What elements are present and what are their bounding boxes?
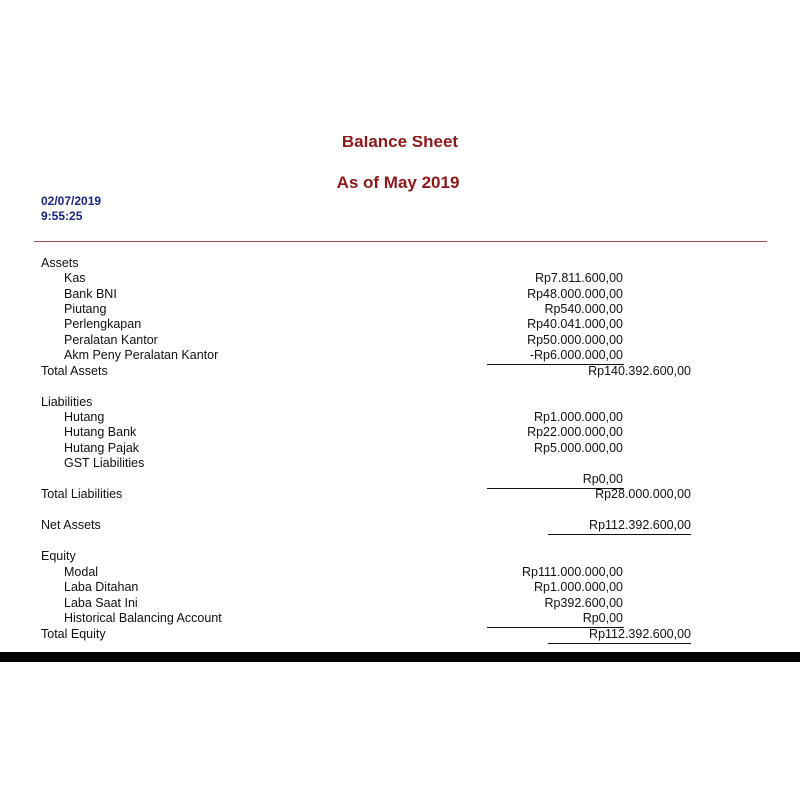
liability-amount: Rp5.000.000,00 <box>534 441 623 455</box>
asset-label: Kas <box>64 271 86 285</box>
asset-label: Perlengkapan <box>64 317 142 331</box>
total-equity-rule <box>548 643 691 644</box>
liability-label: Hutang <box>64 410 105 424</box>
bottom-border <box>0 652 800 662</box>
equity-amount: Rp111.000.000,00 <box>521 565 623 579</box>
total-liabilities-label: Total Liabilities <box>41 487 123 501</box>
liability-amount: Rp22.000.000,00 <box>527 425 623 439</box>
total-equity-label: Total Equity <box>41 627 106 641</box>
asset-amount: Rp540.000,00 <box>544 302 623 316</box>
net-assets-rule <box>548 534 691 535</box>
equity-amount: Rp392.600,00 <box>544 596 623 610</box>
equity-label: Laba Ditahan <box>64 580 139 594</box>
equity-amount: Rp0,00 <box>582 611 623 625</box>
total-liabilities-amount: Rp28.000.000,00 <box>595 487 691 501</box>
assets-heading: Assets <box>41 256 79 270</box>
liability-amount: Rp0,00 <box>582 472 623 486</box>
header-divider <box>34 241 767 242</box>
asset-label: Bank BNI <box>64 287 117 301</box>
equity-label: Laba Saat Ini <box>64 596 138 610</box>
net-assets-label: Net Assets <box>41 518 101 532</box>
asset-amount: Rp7.811.600,00 <box>534 271 623 285</box>
liability-label: Hutang Pajak <box>64 441 140 455</box>
net-assets-amount: Rp112.392.600,00 <box>589 518 691 532</box>
asset-label: Akm Peny Peralatan Kantor <box>64 348 219 362</box>
asset-amount: Rp40.041.000,00 <box>527 317 623 331</box>
total-equity-amount: Rp112.392.600,00 <box>589 627 691 641</box>
equity-amount: Rp1.000.000,00 <box>534 580 623 594</box>
liability-amount: Rp1.000.000,00 <box>534 410 623 424</box>
report-subtitle: As of May 2019 <box>336 173 460 192</box>
report-time: 9:55:25 <box>41 209 83 223</box>
equity-label: Historical Balancing Account <box>64 611 222 625</box>
asset-label: Piutang <box>64 302 107 316</box>
report-date: 02/07/2019 <box>41 194 102 208</box>
liability-label: GST Liabilities <box>64 456 145 470</box>
liability-label: Hutang Bank <box>64 425 137 439</box>
asset-amount: -Rp6.000.000,00 <box>529 348 623 362</box>
asset-amount: Rp48.000.000,00 <box>527 287 623 301</box>
report-title: Balance Sheet <box>341 136 459 148</box>
liabilities-heading: Liabilities <box>41 395 93 409</box>
equity-heading: Equity <box>41 549 76 563</box>
equity-label: Modal <box>64 565 99 579</box>
total-assets-amount: Rp140.392.600,00 <box>588 364 691 378</box>
asset-label: Peralatan Kantor <box>64 333 158 347</box>
asset-amount: Rp50.000.000,00 <box>527 333 623 347</box>
report-title-clip <box>0 136 800 148</box>
total-assets-label: Total Assets <box>41 364 108 378</box>
